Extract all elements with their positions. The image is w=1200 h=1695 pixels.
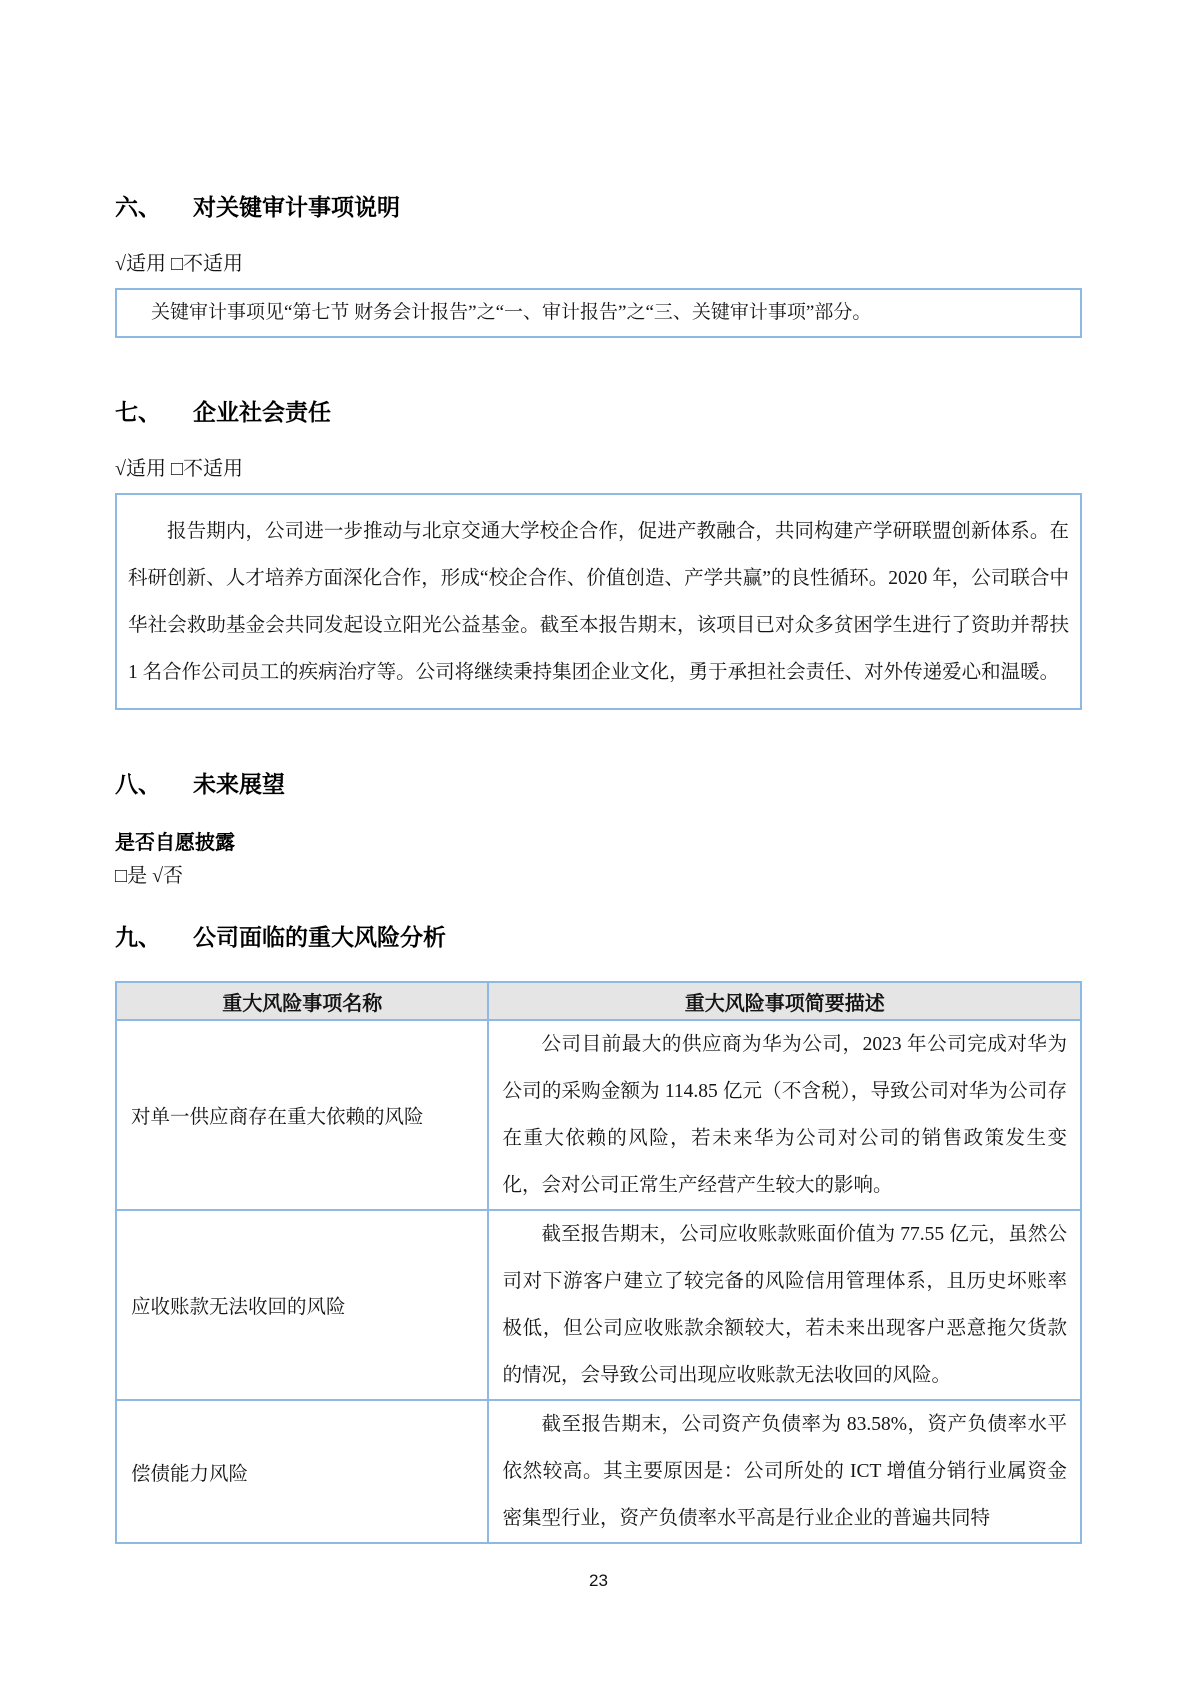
section-8-title: 未来展望 — [193, 771, 285, 797]
section-7-applicability: √适用 □不适用 — [115, 458, 244, 480]
section-6-heading — [115, 193, 1082, 221]
risk-description-cell: 截至报告期末，公司应收账款账面价值为 77.55 亿元，虽然公司对下游客户建立了较完备的风险信用管理体系，且历史坏账率极低，但公司应收账款余额较大，若未来出现客户恶意拖欠货款的情况，会导致公司出现应收账款无法收回的风险。 — [488, 1210, 1081, 1400]
section-7-number: 七、 — [115, 399, 161, 425]
section-8-number: 八、 — [115, 771, 161, 797]
risk-table — [115, 981, 1082, 1544]
section-6-applicability: √适用 □不适用 — [115, 253, 244, 275]
risk-table-row — [116, 1400, 1081, 1543]
section-7-heading — [115, 398, 1082, 426]
section-7-text-box: 报告期内，公司进一步推动与北京交通大学校企合作，促进产教融合，共同构建产学研联盟创新体系。在科研创新、人才培养方面深化合作，形成“校企合作、价值创造、产学共赢”的良性循环。2020 年，公司联合中华社会救助基金会共同发起设立阳光公益基金。截至本报告期末，该项目已对众多贫困学生进行了资助并帮扶 1 名合作公司员工的疾病治疗等。公司将继续秉持集团企业文化，勇于承担社会责任、对外传递爱心和温暖。 — [115, 493, 1082, 710]
section-6-title: 对关键审计事项说明 — [193, 194, 400, 220]
risk-name-cell: 偿债能力风险 — [116, 1400, 488, 1543]
section-6-number: 六、 — [115, 194, 161, 220]
risk-name-cell: 对单一供应商存在重大依赖的风险 — [116, 1020, 488, 1210]
section-6-text-box: 关键审计事项见“第七节 财务会计报告”之“一、审计报告”之“三、关键审计事项”部分。 — [115, 288, 1082, 338]
section-7-title: 企业社会责任 — [193, 399, 331, 425]
risk-name-cell: 应收账款无法收回的风险 — [116, 1210, 488, 1400]
risk-table-header-row — [116, 982, 1081, 1020]
voluntary-disclosure-choice: □是 √否 — [115, 865, 184, 887]
section-8-heading — [115, 770, 1082, 798]
voluntary-disclosure-label: 是否自愿披露 — [115, 832, 235, 854]
page-content — [115, 0, 1082, 1591]
risk-table-header-name: 重大风险事项名称 — [116, 982, 488, 1020]
page-number: 23 — [589, 1571, 608, 1590]
risk-description-cell: 截至报告期末，公司资产负债率为 83.58%，资产负债率水平依然较高。其主要原因是：公司所处的 ICT 增值分销行业属资金密集型行业，资产负债率水平高是行业企业的普遍共同特 — [488, 1400, 1081, 1543]
risk-description-cell: 公司目前最大的供应商为华为公司，2023 年公司完成对华为公司的采购金额为 114.85 亿元（不含税），导致公司对华为公司存在重大依赖的风险，若未来华为公司对公司的销售政策发生变化，会对公司正常生产经营产生较大的影响。 — [488, 1020, 1081, 1210]
section-9-title: 公司面临的重大风险分析 — [193, 924, 446, 950]
risk-table-row — [116, 1020, 1081, 1210]
section-9-number: 九、 — [115, 924, 161, 950]
risk-table-header-description: 重大风险事项简要描述 — [488, 982, 1081, 1020]
section-9-heading — [115, 923, 1082, 951]
risk-table-row — [116, 1210, 1081, 1400]
